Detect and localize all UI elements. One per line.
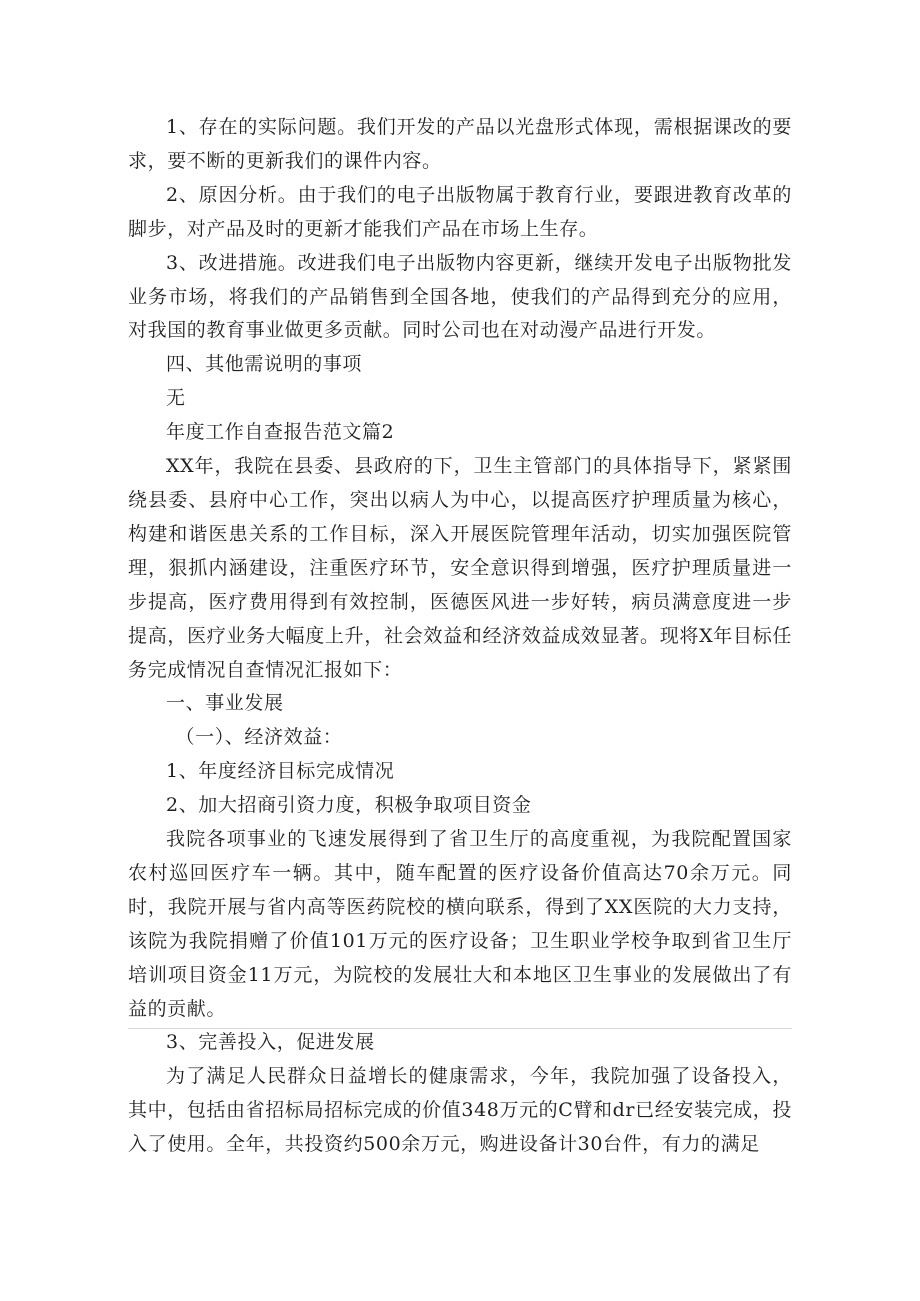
- paragraph-problem: 1、存在的实际问题。我们开发的产品以光盘形式体现，需根据课改的要求，要不断的更新我们的课件内容。: [128, 116, 792, 172]
- document-body: [128, 111, 792, 1162]
- paragraph-investment-detail: 我院各项事业的飞速发展得到了省卫生厅的高度重视，为我院配置国家农村巡回医疗车一辆。其中，随车配置的医疗设备价值高达70余万元。同时，我院开展与省内高等医药院校的横向联系，得到了XX医院的大力支持，该院为我院捐赠了价值101万元的医疗设备；卫生职业学校争取到省卫生厅培训项目资金11万元，为院校的发展壮大和本地区卫生事业的发展做出了有益的贡献。: [128, 828, 792, 1020]
- article-title: 年度工作自查报告范文篇2: [166, 421, 395, 444]
- paragraph-none: 无: [166, 387, 186, 410]
- section-heading-other-matters: 四、其他需说明的事项: [166, 353, 363, 376]
- item-heading-investment: 2、加大招商引资力度，积极争取项目资金: [166, 794, 532, 817]
- divider-line: [128, 1028, 792, 1029]
- paragraph-measures: 3、改进措施。改进我们电子出版物内容更新，继续开发电子出版物批发业务市场，将我们的产品销售到全国各地，使我们的产品得到充分的应用，对我国的教育事业做更多贡献。同时公司也在对动漫产品进行开发。: [128, 251, 792, 342]
- paragraph-cause: 2、原因分析。由于我们的电子出版物属于教育行业，要跟进教育改革的脚步，对产品及时的更新才能我们产品在市场上生存。: [128, 183, 792, 240]
- item-heading-improve-input: 3、完善投入，促进发展: [166, 1031, 375, 1054]
- section-heading-development: 一、事业发展: [166, 692, 284, 715]
- subsection-heading-economic-benefit: （一）、经济效益：: [175, 726, 343, 749]
- item-heading-annual-target: 1、年度经济目标完成情况: [166, 760, 395, 783]
- paragraph-intro: XX年，我院在县委、县政府的下，卫生主管部门的具体指导下，紧紧围绕县委、县府中心工作，突出以病人为中心，以提高医疗护理质量为核心，构建和谐医患关系的工作目标，深入开展医院管理年活动，切实加强医院管理，狠抓内涵建设，注重医疗环节，安全意识得到增强，医疗护理质量进一步提高，医疗费用得到有效控制，医德医风进一步好转，病员满意度进一步提高，医疗业务大幅度上升，社会效益和经济效益成效显著。现将X年目标任务完成情况自查情况汇报如下：: [128, 455, 792, 681]
- paragraph-equipment-input: 为了满足人民群众日益增长的健康需求，今年，我院加强了设备投入，其中，包括由省招标局招标完成的价值348万元的C臂和dr已经安装完成，投入了使用。全年，共投资约500余万元，购进设备计30台件，有力的满足: [128, 1065, 792, 1156]
